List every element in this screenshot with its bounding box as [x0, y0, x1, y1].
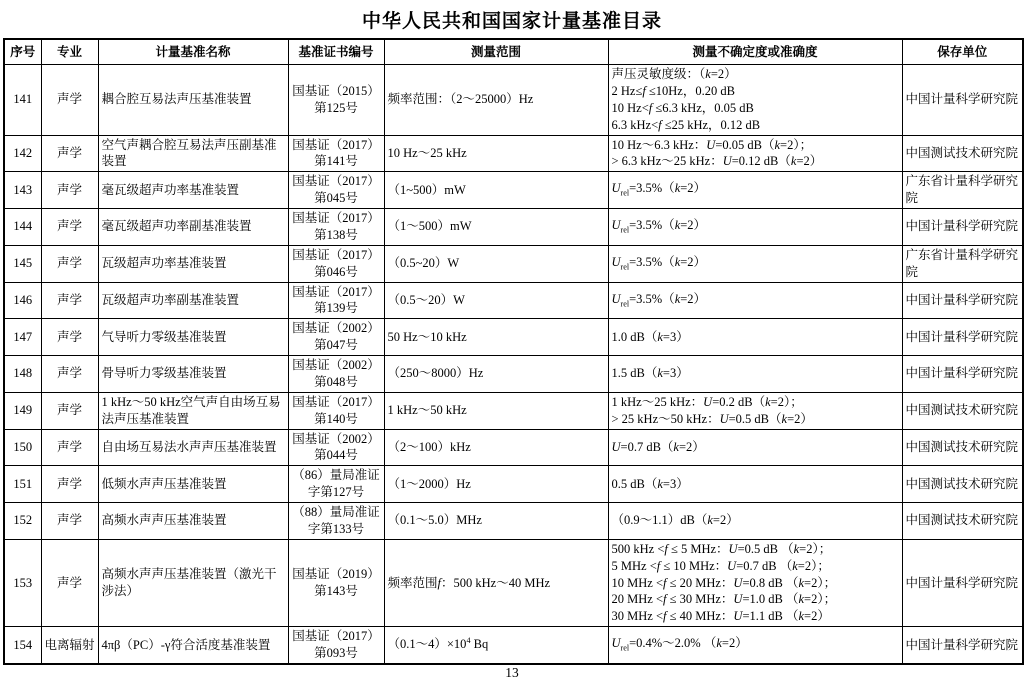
- cell-uncertainty: U=0.7 dB（k=2）: [608, 429, 902, 466]
- cell-uncertainty: 0.5 dB（k=3）: [608, 466, 902, 503]
- cell-unit: 中国计量科学研究院: [902, 539, 1023, 626]
- cell-specialty: 声学: [41, 245, 98, 282]
- header-cell-cert: 基准证书编号: [288, 39, 384, 65]
- cell-serial-number: 152: [4, 503, 41, 540]
- table-row: [4, 135, 1023, 172]
- header-row: [4, 39, 1023, 65]
- cell-unit: 广东省计量科学研究院: [902, 245, 1023, 282]
- table-row: [4, 245, 1023, 282]
- cell-standard-name: 高频水声声压基准装置: [98, 503, 288, 540]
- cell-specialty: 声学: [41, 319, 98, 356]
- cell-unit: 中国测试技术研究院: [902, 503, 1023, 540]
- cell-unit: 中国计量科学研究院: [902, 282, 1023, 319]
- cell-standard-name: 瓦级超声功率基准装置: [98, 245, 288, 282]
- table-body: [4, 65, 1023, 664]
- cell-range: （0.5～20）W: [384, 282, 608, 319]
- cell-unit: 中国测试技术研究院: [902, 466, 1023, 503]
- table-row: [4, 282, 1023, 319]
- cell-standard-name: 高频水声声压基准装置（激光干涉法）: [98, 539, 288, 626]
- table-row: [4, 392, 1023, 429]
- cell-serial-number: 142: [4, 135, 41, 172]
- cell-unit: 广东省计量科学研究院: [902, 172, 1023, 209]
- cell-specialty: 声学: [41, 282, 98, 319]
- cell-serial-number: 151: [4, 466, 41, 503]
- cell-standard-name: 4πβ（PC）-γ符合活度基准装置: [98, 627, 288, 664]
- cell-range: $(0.1\sim 4)\times 10^4$ Bq: [384, 627, 608, 664]
- cell-unit: 中国计量科学研究院: [902, 319, 1023, 356]
- cell-unit: 中国计量科学研究院: [902, 65, 1023, 136]
- cell-standard-name: 1 kHz～50 kHz空气声自由场互易法声压基准装置: [98, 392, 288, 429]
- cell-standard-name: 自由场互易法水声声压基准装置: [98, 429, 288, 466]
- cell-serial-number: 149: [4, 392, 41, 429]
- cell-standard-name: 低频水声声压基准装置: [98, 466, 288, 503]
- cell-specialty: 声学: [41, 356, 98, 393]
- cell-specialty: 电离辐射: [41, 627, 98, 664]
- cell-specialty: 声学: [41, 466, 98, 503]
- header-cell-uncertainty: 测量不确定度或准确度: [608, 39, 902, 65]
- table-row: [4, 503, 1023, 540]
- header-cell-name: 计量基准名称: [98, 39, 288, 65]
- cell-certificate: （88）量局准证 字第133号: [288, 503, 384, 540]
- page-number: 13: [505, 664, 519, 680]
- cell-specialty: 声学: [41, 209, 98, 246]
- cell-range: 频率范围f：500 kHz～40 MHz: [384, 539, 608, 626]
- cell-uncertainty: 10 Hz～6.3 kHz：U=0.05 dB（k=2）； > 6.3 kHz～25 kHz：U=0.12 dB（k=2）: [608, 135, 902, 172]
- cell-certificate: 国基证（2002） 第048号: [288, 356, 384, 393]
- cell-serial-number: 143: [4, 172, 41, 209]
- cell-range: （1～500）mW: [384, 209, 608, 246]
- cell-uncertainty: $U_{rel}=3.5\%(k=2)$: [608, 172, 902, 209]
- cell-certificate: 国基证（2017） 第140号: [288, 392, 384, 429]
- cell-standard-name: 瓦级超声功率副基准装置: [98, 282, 288, 319]
- cell-standard-name: 气导听力零级基准装置: [98, 319, 288, 356]
- cell-certificate: 国基证（2017） 第093号: [288, 627, 384, 664]
- cell-serial-number: 144: [4, 209, 41, 246]
- cell-certificate: 国基证（2017） 第141号: [288, 135, 384, 172]
- cell-standard-name: 空气声耦合腔互易法声压副基准装置: [98, 135, 288, 172]
- cell-range: （250～8000）Hz: [384, 356, 608, 393]
- cell-range: 频率范围：（2～25000）Hz: [384, 65, 608, 136]
- cell-certificate: 国基证（2017） 第139号: [288, 282, 384, 319]
- table-row: [4, 466, 1023, 503]
- table-row: [4, 172, 1023, 209]
- page-title: 中华人民共和国国家计量基准目录: [361, 11, 662, 32]
- cell-certificate: 国基证（2017） 第046号: [288, 245, 384, 282]
- cell-uncertainty: $U_{rel}=3.5\%(k=2)$: [608, 209, 902, 246]
- cell-specialty: 声学: [41, 135, 98, 172]
- cell-serial-number: 141: [4, 65, 41, 136]
- cell-serial-number: 145: [4, 245, 41, 282]
- cell-certificate: 国基证（2002） 第044号: [288, 429, 384, 466]
- cell-certificate: 国基证（2015） 第125号: [288, 65, 384, 136]
- table-row: [4, 319, 1023, 356]
- cell-standard-name: 毫瓦级超声功率基准装置: [98, 172, 288, 209]
- cell-serial-number: 153: [4, 539, 41, 626]
- cell-uncertainty: 声压灵敏度级：（k=2） 2 Hz≤f ≤10Hz，0.20 dB 10 Hz<f ≤6.3 kHz，0.05 dB 6.3 kHz<f ≤25 kHz，0.12 dB: [608, 65, 902, 136]
- standards-table: [3, 38, 1024, 665]
- cell-unit: 中国计量科学研究院: [902, 209, 1023, 246]
- cell-specialty: 声学: [41, 429, 98, 466]
- cell-range: （2～100）kHz: [384, 429, 608, 466]
- cell-uncertainty: $U_{rel}=3.5\%(k=2)$: [608, 245, 902, 282]
- cell-certificate: 国基证（2017） 第045号: [288, 172, 384, 209]
- table-row: [4, 429, 1023, 466]
- cell-uncertainty: $U_{rel}=0.4\%\sim 2.0\%$ （k=2）: [608, 627, 902, 664]
- cell-certificate: 国基证（2019） 第143号: [288, 539, 384, 626]
- cell-unit: 中国计量科学研究院: [902, 627, 1023, 664]
- table-row: [4, 539, 1023, 626]
- cell-standard-name: 毫瓦级超声功率副基准装置: [98, 209, 288, 246]
- table-row: [4, 209, 1023, 246]
- table-row: [4, 65, 1023, 136]
- cell-serial-number: 148: [4, 356, 41, 393]
- cell-serial-number: 147: [4, 319, 41, 356]
- cell-uncertainty: 1 kHz～25 kHz：U=0.2 dB（k=2）； > 25 kHz～50 kHz：U=0.5 dB（k=2）: [608, 392, 902, 429]
- header-cell-unit: 保存单位: [902, 39, 1023, 65]
- cell-specialty: 声学: [41, 65, 98, 136]
- cell-specialty: 声学: [41, 539, 98, 626]
- cell-unit: 中国测试技术研究院: [902, 429, 1023, 466]
- table-row: [4, 356, 1023, 393]
- cell-serial-number: 150: [4, 429, 41, 466]
- cell-range: （1～2000）Hz: [384, 466, 608, 503]
- cell-range: （1~500）mW: [384, 172, 608, 209]
- cell-specialty: 声学: [41, 503, 98, 540]
- cell-standard-name: 骨导听力零级基准装置: [98, 356, 288, 393]
- header-cell-no: 序号: [4, 39, 41, 65]
- cell-uncertainty: 1.0 dB（k=3）: [608, 319, 902, 356]
- cell-range: （0.5~20）W: [384, 245, 608, 282]
- cell-range: （0.1～5.0）MHz: [384, 503, 608, 540]
- cell-serial-number: 154: [4, 627, 41, 664]
- cell-range: 50 Hz～10 kHz: [384, 319, 608, 356]
- cell-unit: 中国测试技术研究院: [902, 135, 1023, 172]
- cell-standard-name: 耦合腔互易法声压基准装置: [98, 65, 288, 136]
- cell-specialty: 声学: [41, 172, 98, 209]
- cell-unit: 中国测试技术研究院: [902, 392, 1023, 429]
- cell-specialty: 声学: [41, 392, 98, 429]
- header-cell-field: 专业: [41, 39, 98, 65]
- cell-uncertainty: $U_{rel}=3.5\%(k=2)$: [608, 282, 902, 319]
- cell-certificate: 国基证（2017） 第138号: [288, 209, 384, 246]
- cell-range: 10 Hz～25 kHz: [384, 135, 608, 172]
- cell-uncertainty: 500 kHz <f ≤ 5 MHz：U=0.5 dB （k=2）； 5 MHz <f ≤ 10 MHz：U=0.7 dB （k=2）； 10 MHz <f ≤ 20 MHz：U=0.8 dB （k=2）； 20 MHz <f ≤ 30 MHz：U=1.0 dB （k=2）； 30 MHz <f ≤ 40 MHz：U=1.1 dB （k=2）: [608, 539, 902, 626]
- header-cell-range: 测量范围: [384, 39, 608, 65]
- cell-serial-number: 146: [4, 282, 41, 319]
- cell-certificate: （86）量局准证 字第127号: [288, 466, 384, 503]
- cell-certificate: 国基证（2002） 第047号: [288, 319, 384, 356]
- cell-uncertainty: （0.9～1.1）dB（k=2）: [608, 503, 902, 540]
- cell-unit: 中国计量科学研究院: [902, 356, 1023, 393]
- cell-uncertainty: 1.5 dB（k=3）: [608, 356, 902, 393]
- table-row: [4, 627, 1023, 664]
- cell-range: 1 kHz～50 kHz: [384, 392, 608, 429]
